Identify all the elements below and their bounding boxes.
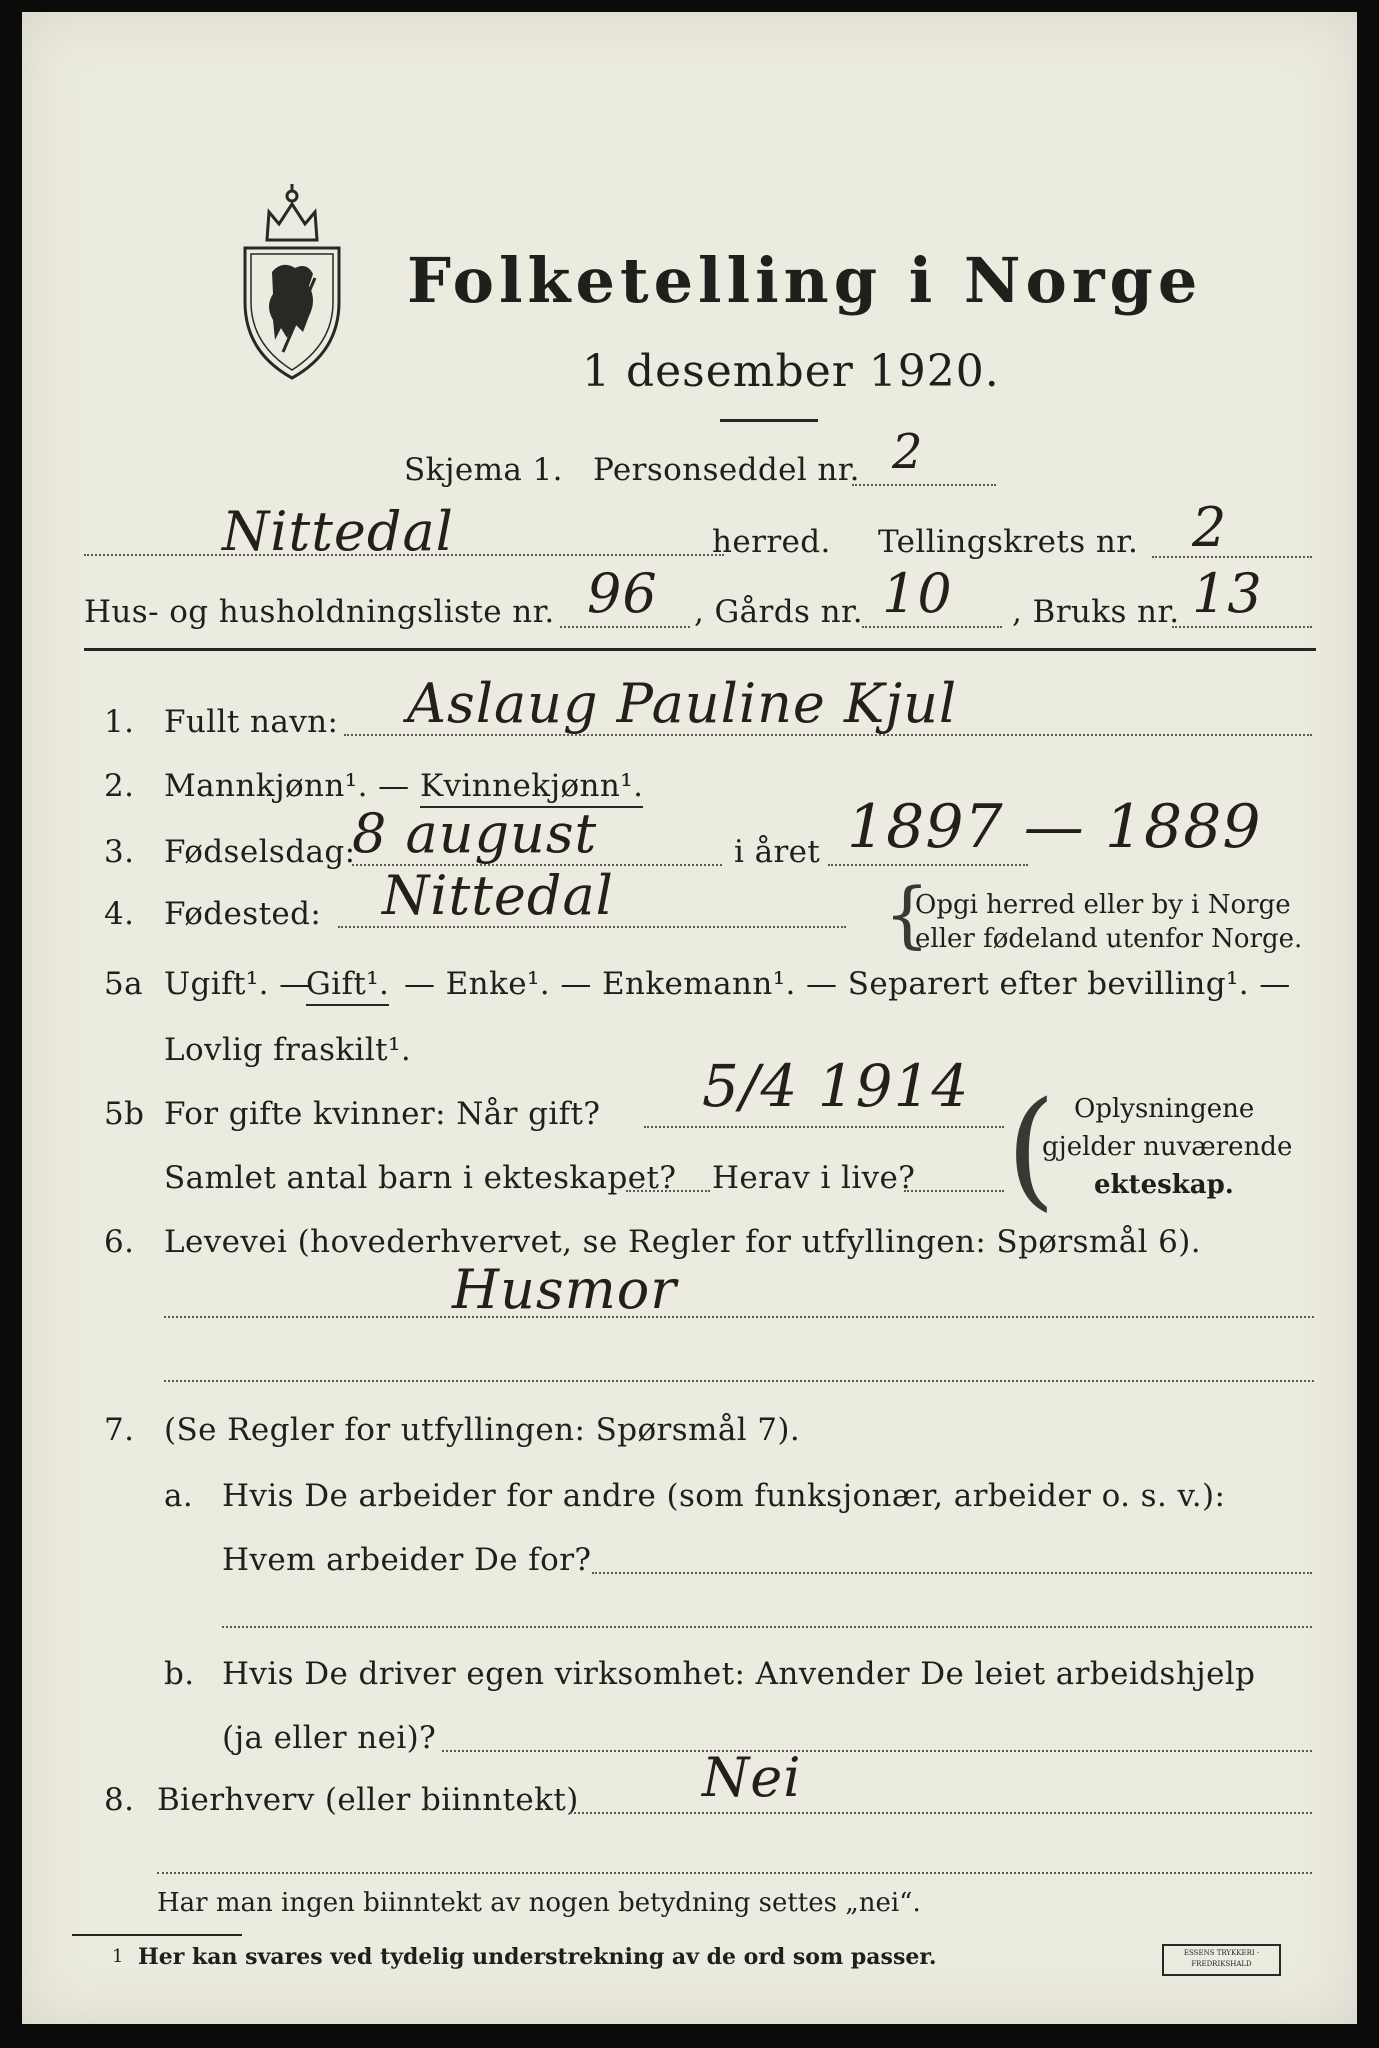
- tellingskrets-fill-line: [1152, 556, 1312, 558]
- q3-year-fill-line: [828, 864, 1028, 866]
- q5a-number: 5a: [104, 966, 144, 1002]
- coat-of-arms-icon: [237, 182, 347, 382]
- q5b-bracket: (: [1006, 1075, 1056, 1224]
- hus-fill-line: [560, 626, 690, 628]
- q2-number: 2.: [104, 768, 135, 804]
- q5b-ilive-fill-line: [904, 1190, 1004, 1192]
- q5b-barn-fill-line: [626, 1190, 710, 1192]
- q6-number: 6.: [104, 1224, 135, 1260]
- herred-label: herred.: [712, 524, 831, 560]
- q7a-letter: a.: [164, 1478, 194, 1514]
- q5b-married-date-value: 5/4 1914: [702, 1052, 970, 1120]
- header-rule: [84, 648, 1316, 651]
- q5b-barn-label: Samlet antal barn i ekteskapet?: [164, 1160, 677, 1196]
- bruks-value: 13: [1192, 562, 1263, 625]
- q5b-number: 5b: [104, 1096, 145, 1132]
- q3-number: 3.: [104, 834, 135, 870]
- q6-occupation-value: Husmor: [452, 1258, 678, 1321]
- q8-fill-line-2: [157, 1872, 1312, 1874]
- q7b-fill-line: [442, 1750, 1312, 1752]
- skjema-label: Skjema 1.: [404, 452, 563, 488]
- q1-full-name-value: Aslaug Pauline Kjul: [407, 672, 958, 735]
- q1-label: Fullt navn:: [164, 704, 339, 740]
- q6-label: Levevei (hovederhvervet, se Regler for utfyllingen: Spørsmål 6).: [164, 1224, 1202, 1260]
- tellingskrets-label: Tellingskrets nr.: [878, 524, 1139, 560]
- q3-label: Fødselsdag:: [164, 834, 356, 870]
- footnote-rule: [72, 1934, 242, 1936]
- q7a-fill-line-2: [222, 1626, 1312, 1628]
- gards-label: , Gårds nr.: [694, 594, 864, 630]
- q5b-fill-line: [644, 1126, 1004, 1128]
- q2-kvinnekjonn-underlined: Kvinnekjønn¹.: [420, 768, 643, 808]
- q5a-other-options: — Enke¹. — Enkemann¹. — Separert efter bevilling¹. —: [404, 966, 1291, 1002]
- footnote-mark: 1: [112, 1946, 124, 1967]
- q4-brace: {: [884, 872, 930, 956]
- q8-side-income-value: Nei: [702, 1746, 802, 1809]
- q7a-label: Hvis De arbeider for andre (som funksjonær, arbeider o. s. v.):: [222, 1478, 1226, 1514]
- q7-label: (Se Regler for utfyllingen: Spørsmål 7).: [164, 1412, 801, 1448]
- q5b-label: For gifte kvinner: Når gift?: [164, 1096, 601, 1132]
- q2-mannkjonn: Mannkjønn¹. —: [164, 768, 410, 804]
- q1-number: 1.: [104, 704, 135, 740]
- q4-label: Fødested:: [164, 896, 322, 932]
- husholdningsliste-label: Hus- og husholdningsliste nr.: [84, 594, 555, 630]
- q3-year-label: i året: [734, 834, 821, 870]
- husholdningsliste-value: 96: [587, 562, 658, 625]
- q7a-label-line2: Hvem arbeider De for?: [222, 1542, 592, 1578]
- footnote-text: Her kan svares ved tydelig understrekning av de ord som passer.: [138, 1944, 937, 1970]
- q6-fill-line-2: [164, 1380, 1314, 1382]
- q4-note-line2: eller fødeland utenfor Norge.: [915, 924, 1303, 954]
- personseddel-label: Personseddel nr.: [593, 452, 860, 488]
- q5b-note-line3: ekteskap.: [1094, 1170, 1234, 1200]
- q5b-note-line2: gjelder nuværende: [1042, 1132, 1293, 1162]
- q4-birthplace-value: Nittedal: [382, 864, 614, 927]
- q5b-note-line1: Oplysningene: [1074, 1094, 1255, 1124]
- q3-year-value: 1897 — 1889: [847, 792, 1262, 862]
- q5a-lovlig-fraskilt: Lovlig fraskilt¹.: [164, 1032, 412, 1068]
- title-divider: [720, 419, 818, 422]
- tellingskrets-value: 2: [1192, 496, 1228, 559]
- bruks-fill-line: [1172, 626, 1312, 628]
- q7b-label: Hvis De driver egen virksomhet: Anvender De leiet arbeidshjelp: [222, 1656, 1256, 1692]
- personseddel-fill-line: [852, 484, 996, 486]
- q4-note-line1: Opgi herred eller by i Norge: [915, 890, 1291, 920]
- q4-number: 4.: [104, 896, 135, 932]
- herred-value: Nittedal: [222, 500, 454, 563]
- personseddel-value: 2: [892, 424, 924, 480]
- q5a-ugift: Ugift¹. —: [164, 966, 311, 1002]
- q7a-fill-line-1: [592, 1572, 1312, 1574]
- q7b-letter: b.: [164, 1656, 195, 1692]
- bruks-label: , Bruks nr.: [1012, 594, 1180, 630]
- q8-fill-line: [570, 1812, 1312, 1814]
- q6-fill-line-1: [164, 1316, 1314, 1318]
- gards-fill-line: [862, 626, 1002, 628]
- q7-number: 7.: [104, 1412, 135, 1448]
- q8-note: Har man ingen biinntekt av nogen betydning settes „nei“.: [157, 1888, 921, 1918]
- q8-number: 8.: [104, 1782, 135, 1818]
- q3-birthday-value: 8 august: [352, 802, 598, 865]
- census-form-sheet: [22, 12, 1357, 2024]
- gards-value: 10: [882, 562, 953, 625]
- form-title: Folketelling i Norge: [407, 244, 1203, 317]
- printer-stamp: ESSENS TRYKKERI · FREDRIKSHALD: [1162, 1944, 1281, 1976]
- q7b-label-line2: (ja eller nei)?: [222, 1720, 437, 1756]
- q8-label: Bierhverv (eller biinntekt): [157, 1782, 579, 1818]
- census-date: 1 desember 1920.: [582, 346, 1000, 397]
- q5a-gift-underlined: Gift¹.: [306, 966, 389, 1006]
- q5b-ilive-label: Herav i live?: [712, 1160, 916, 1196]
